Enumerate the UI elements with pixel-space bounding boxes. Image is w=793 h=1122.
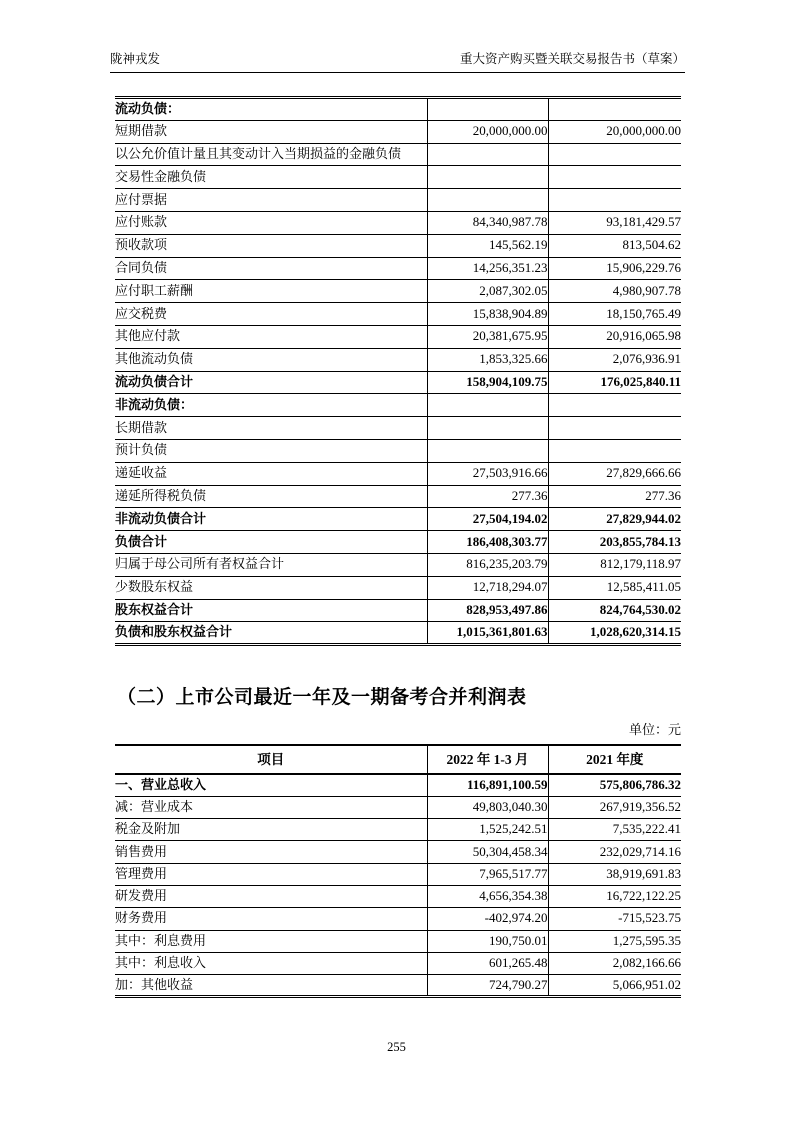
section-title: （二）上市公司最近一年及一期备考合并利润表 [117,687,527,708]
row-value-col2 [548,143,681,166]
row-label: 研发费用 [115,885,427,907]
balance-sheet-table [115,96,681,646]
table-row [115,257,681,280]
row-value-col2: 12,585,411.05 [548,576,681,599]
row-value-col2: 15,906,229.76 [548,257,681,280]
row-label: 应付职工薪酬 [115,280,427,303]
row-label: 财务费用 [115,908,427,930]
row-value-col1: 186,408,303.77 [427,531,548,554]
row-value-col1 [427,166,548,189]
row-value-col2: 2,076,936.91 [548,348,681,371]
table-row [115,553,681,576]
table-row [115,508,681,531]
row-label: 非流动负债合计 [115,508,427,531]
table-row [115,166,681,189]
row-value-col2 [548,394,681,417]
row-value-col1: 7,965,517.77 [427,863,548,885]
table-row [115,531,681,554]
row-value-col2 [548,417,681,440]
row-value-col1: 816,235,203.79 [427,553,548,576]
row-label: 非流动负债： [115,394,427,417]
table-row [115,98,681,121]
row-value-col1: 20,000,000.00 [427,120,548,143]
row-label: 预收款项 [115,234,427,257]
table-row [115,599,681,622]
row-label: 短期借款 [115,120,427,143]
row-value-col1: 12,718,294.07 [427,576,548,599]
row-value-col1 [427,98,548,121]
income-statement-table-body [115,774,681,997]
table-row [115,211,681,234]
row-value-col2 [548,98,681,121]
row-label: 负债合计 [115,531,427,554]
table-row [115,485,681,508]
running-header [110,49,685,73]
row-label: 加：其他收益 [115,975,427,997]
column-header-2021: 2021 年度 [548,745,681,774]
table-row [115,796,681,818]
income-statement-table [115,744,681,998]
table-row [115,863,681,885]
row-value-col2: 267,919,356.52 [548,796,681,818]
row-value-col2: 2,082,166.66 [548,952,681,974]
row-label: 其他应付款 [115,325,427,348]
row-label: 合同负债 [115,257,427,280]
table-row [115,280,681,303]
table-row [115,234,681,257]
row-label: 应付票据 [115,189,427,212]
row-value-col1: 1,525,242.51 [427,819,548,841]
row-value-col1: 27,503,916.66 [427,462,548,485]
table-row [115,348,681,371]
row-label: 管理费用 [115,863,427,885]
row-value-col1: 158,904,109.75 [427,371,548,394]
row-value-col1: 601,265.48 [427,952,548,974]
table-row [115,325,681,348]
table-row [115,908,681,930]
row-value-col2: 176,025,840.11 [548,371,681,394]
table-row [115,189,681,212]
row-label: 销售费用 [115,841,427,863]
row-value-col2: 813,504.62 [548,234,681,257]
table-row [115,462,681,485]
table-row [115,371,681,394]
table-row [115,885,681,907]
table-row [115,774,681,796]
row-value-col1: 828,953,497.86 [427,599,548,622]
row-value-col1: 277.36 [427,485,548,508]
row-label: 其他流动负债 [115,348,427,371]
header-company-name: 陇神戎发 [110,52,161,66]
row-label: 长期借款 [115,417,427,440]
row-value-col1 [427,394,548,417]
table-row [115,576,681,599]
row-label: 以公允价值计量且其变动计入当期损益的金融负债 [115,143,427,166]
row-value-col2: 38,919,691.83 [548,863,681,885]
row-label: 税金及附加 [115,819,427,841]
row-value-col1: 116,891,100.59 [427,774,548,796]
row-value-col1: 1,853,325.66 [427,348,548,371]
row-label: 流动负债： [115,98,427,121]
row-value-col2: 232,029,714.16 [548,841,681,863]
unit-label: 单位：元 [628,722,681,737]
row-value-col1: 724,790.27 [427,975,548,997]
row-label: 归属于母公司所有者权益合计 [115,553,427,576]
row-value-col1: 50,304,458.34 [427,841,548,863]
row-value-col2: 812,179,118.97 [548,553,681,576]
row-value-col1 [427,439,548,462]
row-value-col2: 16,722,122.25 [548,885,681,907]
header-report-title: 重大资产购买暨关联交易报告书（草案） [459,52,685,66]
column-header-item: 项目 [115,745,427,774]
row-value-col1: 14,256,351.23 [427,257,548,280]
row-value-col1: 20,381,675.95 [427,325,548,348]
row-value-col2 [548,166,681,189]
row-value-col1: 190,750.01 [427,930,548,952]
table-row [115,439,681,462]
row-value-col1: 4,656,354.38 [427,885,548,907]
row-label: 股东权益合计 [115,599,427,622]
row-label: 预计负债 [115,439,427,462]
table-row [115,952,681,974]
row-value-col2: 27,829,944.02 [548,508,681,531]
row-label: 流动负债合计 [115,371,427,394]
row-value-col2: 1,275,595.35 [548,930,681,952]
row-value-col2: -715,523.75 [548,908,681,930]
row-value-col2: 93,181,429.57 [548,211,681,234]
row-label: 一、营业总收入 [115,774,427,796]
table-row [115,120,681,143]
row-value-col2: 824,764,530.02 [548,599,681,622]
row-value-col2: 27,829,666.66 [548,462,681,485]
row-label: 少数股东权益 [115,576,427,599]
row-value-col2: 7,535,222.41 [548,819,681,841]
row-value-col2: 1,028,620,314.15 [590,624,681,640]
row-value-col1 [427,189,548,212]
row-value-col2 [548,189,681,212]
row-label: 负债和股东权益合计 [115,622,427,645]
page-number: 255 [387,1040,406,1054]
row-value-col1: 49,803,040.30 [427,796,548,818]
column-header-2022-q1: 2022 年 1-3 月 [427,745,548,774]
row-value-col1: 2,087,302.05 [427,280,548,303]
table-row [115,143,681,166]
row-label: 递延收益 [115,462,427,485]
row-value-col1: 27,504,194.02 [427,508,548,531]
row-label: 应付账款 [115,211,427,234]
row-value-col2: 4,980,907.78 [548,280,681,303]
table-row [115,975,681,997]
row-value-col1: -402,974.20 [427,908,548,930]
row-value-col2: 575,806,786.32 [548,774,681,796]
row-label: 减：营业成本 [115,796,427,818]
table-row [115,841,681,863]
row-label: 应交税费 [115,303,427,326]
row-value-col1: 145,562.19 [427,234,548,257]
table-row [115,930,681,952]
row-label: 递延所得税负债 [115,485,427,508]
row-value-col2: 20,000,000.00 [548,120,681,143]
row-label: 交易性金融负债 [115,166,427,189]
table-row [115,417,681,440]
table-row [115,622,681,645]
row-value-col2: 277.36 [548,485,681,508]
row-value-col1 [427,143,548,166]
row-value-col1: 1,015,361,801.63 [427,622,548,645]
row-value-col2 [548,439,681,462]
row-value-col1: 84,340,987.78 [427,211,548,234]
table-row [115,394,681,417]
row-value-col2: 5,066,951.02 [612,976,681,992]
row-value-col2: 18,150,765.49 [548,303,681,326]
table-row [115,303,681,326]
row-value-col1: 15,838,904.89 [427,303,548,326]
table-row [115,819,681,841]
income-table-header-row [115,745,681,774]
row-value-col2: 203,855,784.13 [548,531,681,554]
balance-sheet-table-body [115,98,681,645]
row-label: 其中：利息收入 [115,952,427,974]
row-value-col2: 20,916,065.98 [548,325,681,348]
row-value-col1 [427,417,548,440]
row-label: 其中：利息费用 [115,930,427,952]
